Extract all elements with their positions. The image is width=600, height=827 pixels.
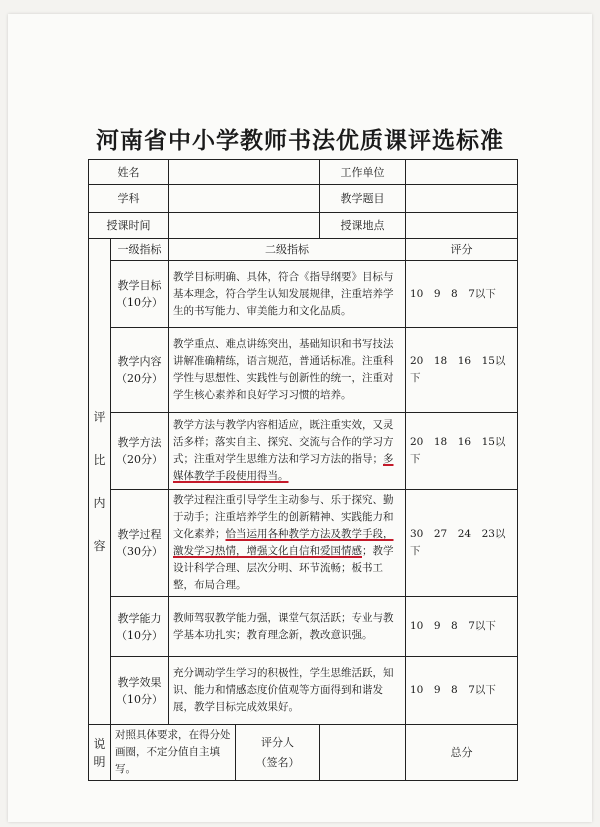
red-underline-annotation: 多媒体教学手段使用得当。 xyxy=(173,453,394,482)
criterion-name: 教学目标 （10分） xyxy=(111,261,169,328)
rater-signature-field[interactable] xyxy=(320,725,406,781)
topic-field[interactable] xyxy=(406,185,518,213)
document-title: 河南省中小学教师书法优质课评选标准 xyxy=(96,127,504,154)
criterion-name: 教学效果 （10分） xyxy=(111,657,169,725)
header-row-name xyxy=(89,160,518,185)
criterion-score-options[interactable]: 20 18 16 15以下 xyxy=(406,328,518,413)
header-row-time xyxy=(89,213,518,239)
criterion-description: 教学重点、难点讲练突出，基础知识和书写技法讲解准确精练，语言规范，普通话标准。注重科学性与思想性、实践性与创新性的统一，注重对学生核心素养和良好学习习惯的培养。 xyxy=(169,328,406,413)
criterion-description: 教学目标明确、具体，符合《指导纲要》目标与基本理念，符合学生认知发展规律，注重培养学生的书写能力、审美能力和文化品质。 xyxy=(169,261,406,328)
red-underline-annotation: 恰当运用各种教学方法及教学手段，激发学习热情，增强文化自信和爱国情感 xyxy=(173,528,394,557)
criterion-row xyxy=(89,490,518,597)
rater-label: 评分人 xyxy=(261,735,294,749)
criteria-header-row xyxy=(89,239,518,261)
note-vertical-label: 说 明 xyxy=(89,725,111,781)
evaluation-form-table xyxy=(88,159,518,781)
subject-label: 学科 xyxy=(89,185,169,213)
total-label: 总分 xyxy=(406,725,518,781)
criterion-score-options[interactable]: 30 27 24 23以下 xyxy=(406,490,518,597)
signature-label: （签名） xyxy=(255,755,300,769)
criterion-name: 教学能力 （10分） xyxy=(111,597,169,657)
criterion-description: 教学方法与教学内容相适应，既注重实效，又灵活多样；落实自主、探究、交流与合作的学习方式；注重对学生思维方法和学习方法的指导；多媒体教学手段使用得当。 xyxy=(169,413,406,490)
subject-field[interactable] xyxy=(169,185,320,213)
col-level2-header: 二级指标 xyxy=(169,239,406,261)
time-label: 授课时间 xyxy=(89,213,169,239)
location-field[interactable] xyxy=(406,213,518,239)
criterion-score-options[interactable]: 10 9 8 7以下 xyxy=(406,597,518,657)
name-field[interactable] xyxy=(169,160,320,185)
criterion-row xyxy=(89,261,518,328)
criterion-description: 教师驾驭教学能力强，课堂气氛活跃；专业与教学基本功扎实；教育理念新，教改意识强。 xyxy=(169,597,406,657)
time-field[interactable] xyxy=(169,213,320,239)
workplace-label: 工作单位 xyxy=(320,160,406,185)
criterion-row xyxy=(89,413,518,490)
criterion-row xyxy=(89,597,518,657)
workplace-field[interactable] xyxy=(406,160,518,185)
footer-row xyxy=(89,725,518,781)
criterion-name: 教学内容 （20分） xyxy=(111,328,169,413)
note-text: 对照具体要求，在得分处画圈，不定分值自主填写。 xyxy=(111,725,236,781)
criterion-score-options[interactable]: 10 9 8 7以下 xyxy=(406,657,518,725)
criterion-name: 教学方法 （20分） xyxy=(111,413,169,490)
header-row-subject xyxy=(89,185,518,213)
criterion-description: 教学过程注重引导学生主动参与、乐于探究、勤于动手；注重培养学生的创新精神、实践能力和文化素养；恰当运用各种教学方法及教学手段，激发学习热情，增强文化自信和爱国情感；教学设计科学合理、层次分明、环节流畅；板书工整，布局合理。 xyxy=(169,490,406,597)
col-score-header: 评分 xyxy=(406,239,518,261)
topic-label: 教学题目 xyxy=(320,185,406,213)
name-label: 姓名 xyxy=(89,160,169,185)
criterion-description: 充分调动学生学习的积极性，学生思维活跃，知识、能力和情感态度价值观等方面得到和谐发展，教学目标完成效果好。 xyxy=(169,657,406,725)
criterion-row xyxy=(89,328,518,413)
criterion-row xyxy=(89,657,518,725)
rater-cell xyxy=(236,725,320,781)
eval-content-vertical-label: 评 比 内 容 xyxy=(89,239,111,725)
criterion-name: 教学过程 （30分） xyxy=(111,490,169,597)
criterion-score-options[interactable]: 10 9 8 7以下 xyxy=(406,261,518,328)
criterion-score-options[interactable]: 20 18 16 15以下 xyxy=(406,413,518,490)
location-label: 授课地点 xyxy=(320,213,406,239)
col-level1-header: 一级指标 xyxy=(111,239,169,261)
